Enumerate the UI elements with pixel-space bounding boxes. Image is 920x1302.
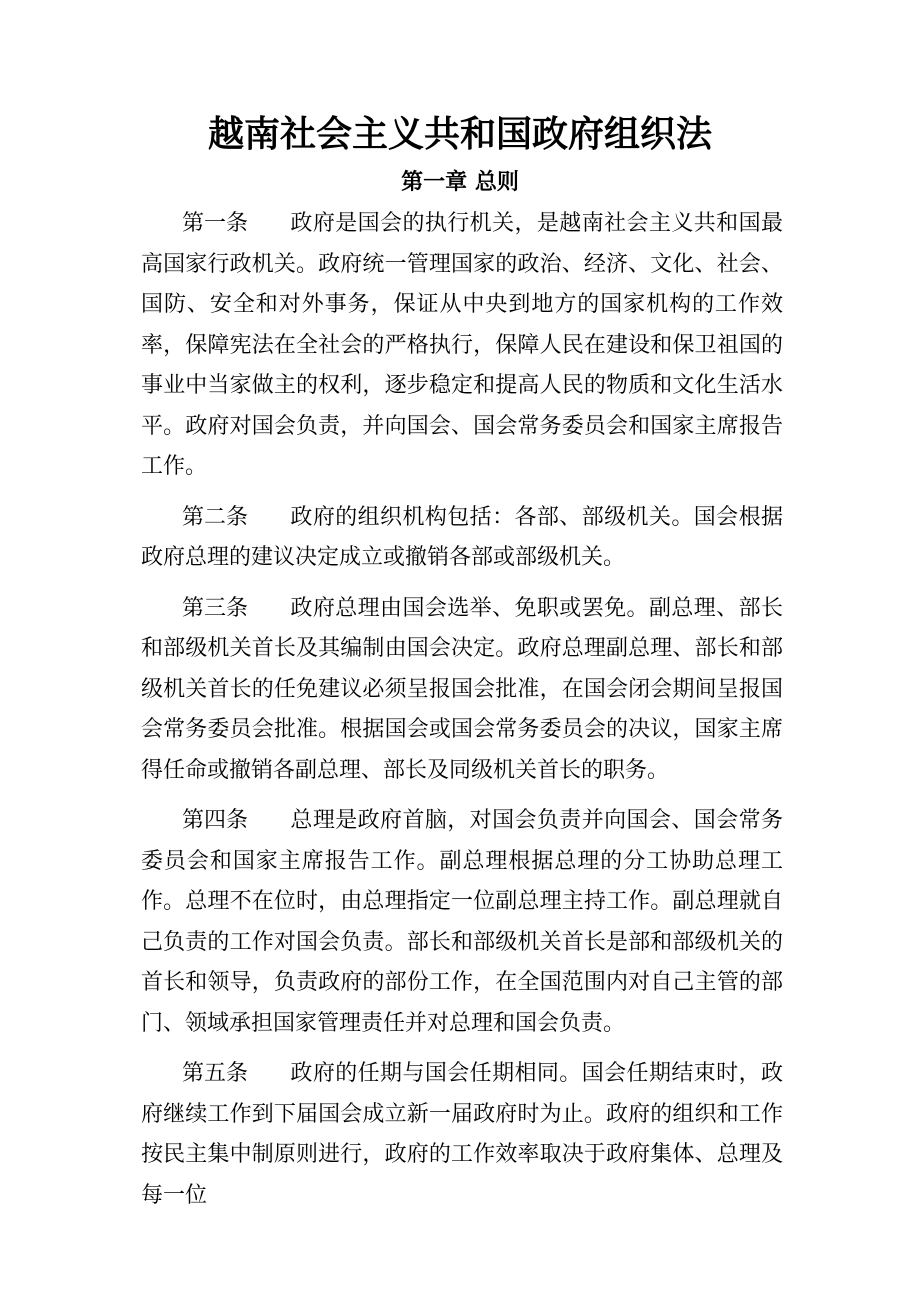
article-1 [141,204,783,488]
article-text: 政府总理由国会选举、免职或罢免。副总理、部长和部级机关首长及其编制由国会决定。政府总理副总理、部长和部级机关首长的任免建议必须呈报国会批准，在国会闭会期间呈报国会常务委员会批准。根据国会或国会常务委员会的决议，国家主席得任命或撤销各副总理、部长及同级机关首长的职务。 [141,595,783,783]
article-3 [141,589,783,792]
document-body [141,204,783,1226]
article-number: 第三条 [182,595,249,621]
article-number: 第一条 [182,211,249,236]
article-text: 政府是国会的执行机关，是越南社会主义共和国最高国家行政机关。政府统一管理国家的政治、经济、文化、社会、国防、安全和对外事务，保证从中央到地方的国家机构的工作效率，保障宪法在全社会的严格执行，保障人民在建设和保卫祖国的事业中当家做主的权利，逐步稳定和提高人民的物质和文化生活水平。政府对国会负责，并向国会、国会常务委员会和国家主席报告工作。 [141,211,783,479]
article-text: 总理是政府首脑，对国会负责并向国会、国会常务委员会和国家主席报告工作。副总理根据总理的分工协助总理工作。总理不在位时，由总理指定一位副总理主持工作。副总理就自己负责的工作对国会负责。部长和部级机关首长是部和部级机关的首长和领导，负责政府的部份工作，在全国范围内对自己主管的部门、领域承担国家管理责任并对总理和国会负责。 [141,808,783,1036]
chapter-heading: 第一章 总则 [401,169,519,195]
article-number: 第二条 [182,504,249,530]
article-5 [141,1054,783,1216]
article-number: 第五条 [182,1061,249,1086]
article-4 [141,801,783,1044]
article-text: 政府的任期与国会任期相同。国会任期结束时，政府继续工作到下届国会成立新一届政府时为止。政府的组织和工作按民主集中制原则进行，政府的工作效率取决于政府集体、总理及每一位 [141,1061,783,1208]
article-number: 第四条 [182,808,249,833]
article-2 [141,498,783,579]
article-text: 政府的组织机构包括：各部、部级机关。国会根据政府总理的建议决定成立或撤销各部或部级机关。 [141,504,783,570]
document-title: 越南社会主义共和国政府组织法 [207,113,712,155]
